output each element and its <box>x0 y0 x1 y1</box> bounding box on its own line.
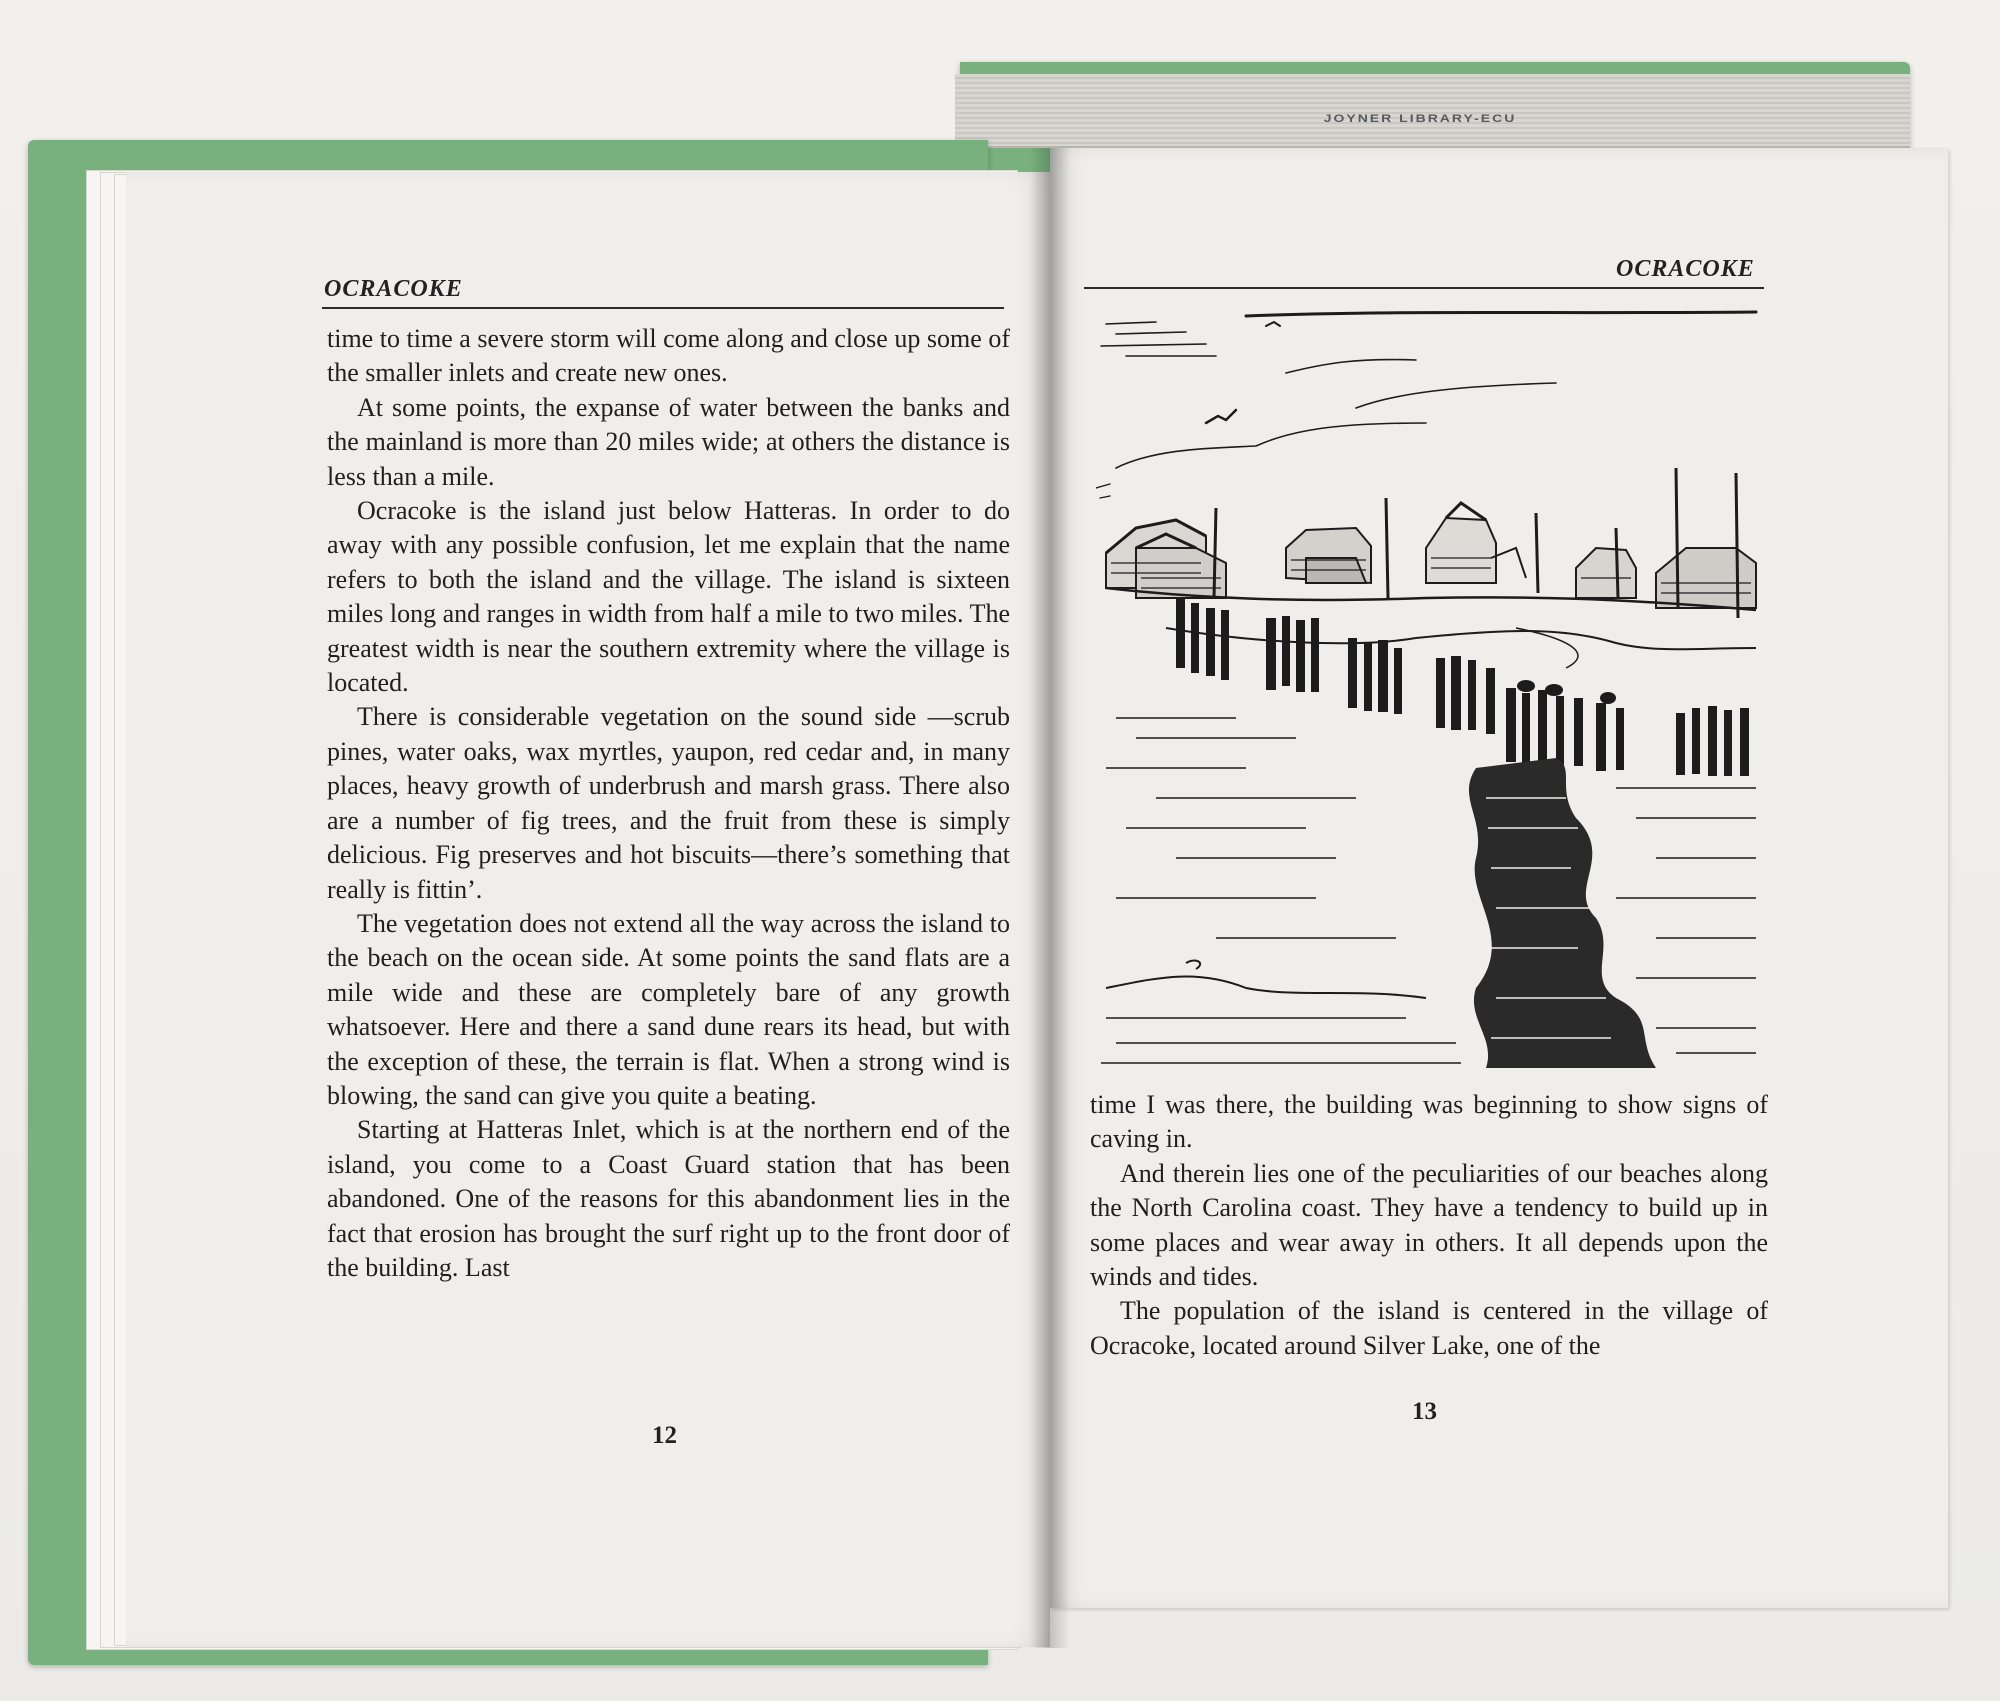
paragraph: Starting at Hatteras Inlet, which is at the northern end of the island, you come to a Coast Guard station that has been abandoned. One of the reasons for this abandonment lies in the fact that erosion has brought the surf right up to the front door of the building. Last <box>327 1115 1010 1282</box>
head-rule-left <box>322 307 1004 309</box>
running-head-left: OCRACOKE <box>324 276 463 302</box>
right-page-text <box>1090 1088 1768 1363</box>
library-stamp: JOYNER LIBRARY-ECU <box>1323 111 1517 125</box>
paragraph: Ocracoke is the island just below Hatteras. In order to do away with any possible confusion, let me explain that the name refers to both the island and the village. The island is sixteen miles long and ranges in width from half a mile to two miles. The greatest width is near the southern extremity where the village is located. <box>327 496 1010 698</box>
harbor-illustration <box>1096 298 1760 1068</box>
paragraph: At some points, the expanse of water between the banks and the mainland is more than 20 miles wide; at others the distance is less than a mile. <box>327 392 1010 491</box>
spine-gutter <box>1030 148 1070 1648</box>
page-number-right: 13 <box>1412 1398 1437 1425</box>
paragraph: time to time a severe storm will come along and close up some of the smaller inlets and create new ones. <box>327 324 1010 388</box>
paragraph: The vegetation does not extend all the way across the island to the beach on the ocean side. At some points the sand flats are a mile wide and these are completely bare of any growth whatsoever. Here and there a sand dune rears its head, but with the exception of these, the terrain is flat. When a strong wind is blowing, the sand can give you quite a beating. <box>327 908 1010 1110</box>
page-number-left: 12 <box>652 1422 677 1449</box>
paragraph: There is considerable vegetation on the sound side —scrub pines, water oaks, wax myrtles, yaupon, red cedar and, in many places, heavy growth of underbrush and marsh grass. There also are a number of fig trees, and the fruit from these is simply delicious. Fig preserves and hot biscuits—there’s something that really is fittin’. <box>327 702 1010 904</box>
paragraph: And therein lies one of the peculiarities of our beaches along the North Carolina coast. They have a tendency to build up in some places and wear away in others. It all depends upon the winds and tides. <box>1090 1158 1768 1292</box>
paragraph: time I was there, the building was beginning to show signs of caving in. <box>1090 1090 1768 1154</box>
head-rule-right <box>1084 287 1764 289</box>
left-page-text <box>327 322 1010 1285</box>
running-head-right: OCRACOKE <box>1616 256 1755 282</box>
paragraph: The population of the island is centered in the village of Ocracoke, located around Silver Lake, one of the <box>1090 1296 1768 1360</box>
